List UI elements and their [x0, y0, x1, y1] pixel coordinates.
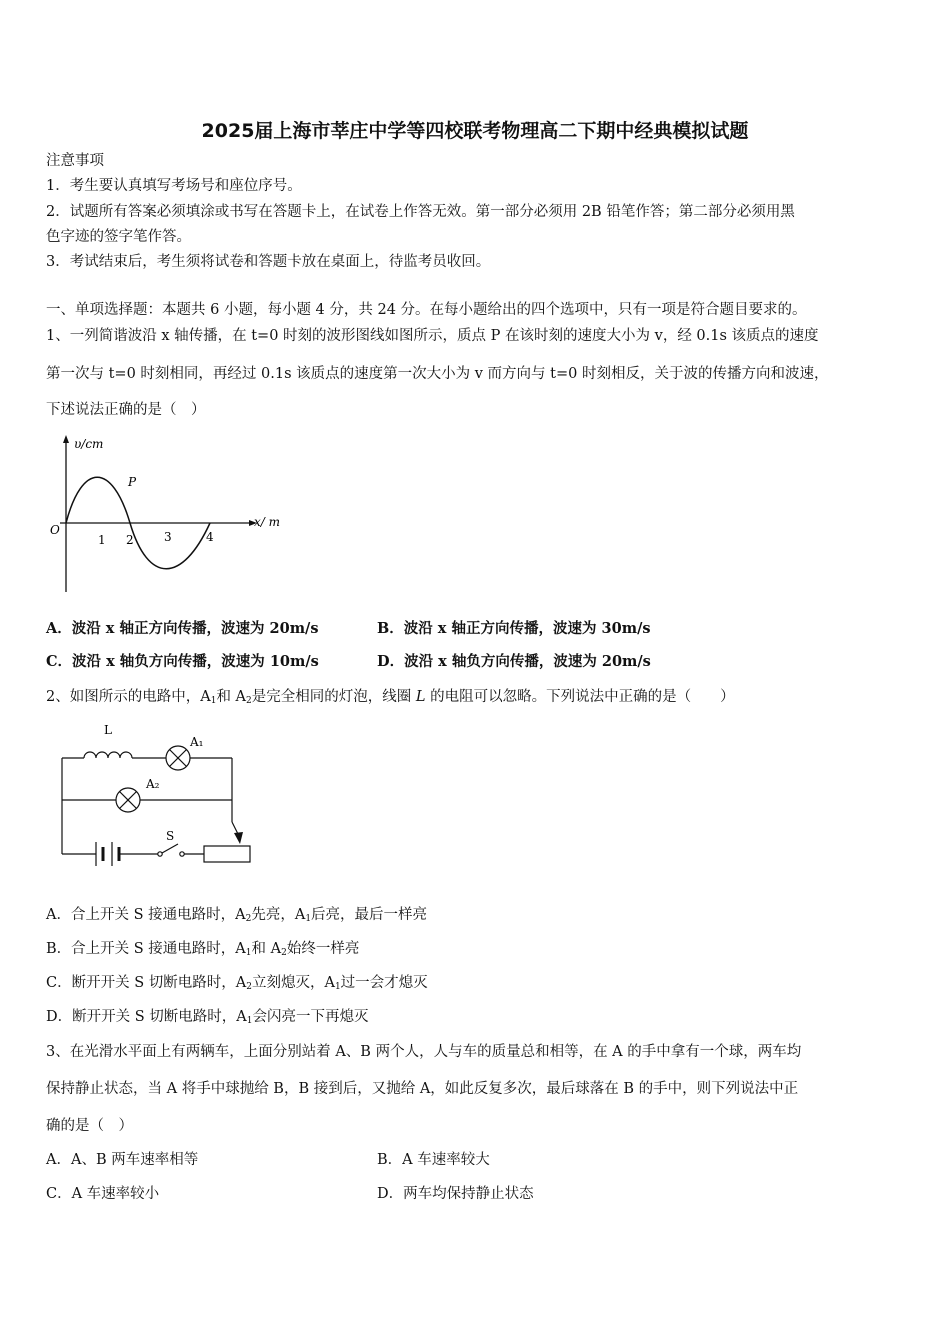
notice-item: 3．考试结束后，考生须将试卷和答题卡放在桌面上，待监考员收回。 — [46, 254, 491, 270]
tick-label: 4 — [206, 530, 214, 544]
q1-stem-line: 第一次与 t=0 时刻相同，再经过 0.1s 该质点的速度第一次大小为 v 而方向与 t=0 时刻相反，关于波的传播方向和波速， — [46, 366, 829, 382]
q2-option-b[interactable]: B．合上开关 S 接通电路时，$A_1$和 $A_2$始终一样亮 — [46, 941, 360, 958]
q3-stem-line: 确的是（ ） — [46, 1118, 133, 1134]
circuit-figure — [54, 716, 264, 876]
tick-label: 1 — [98, 533, 106, 547]
coil-label: L — [104, 723, 112, 737]
wave-figure — [46, 432, 286, 598]
slider-arrow — [234, 832, 243, 844]
q2-option-d[interactable]: D．断开开关 S 切断电路时，$A_1$会闪亮一下再熄灭 — [46, 1009, 369, 1026]
notice-item: 1．考生要认真填写考场号和座位序号。 — [46, 178, 302, 194]
q3-stem-line: 3、在光滑水平面上有两辆车，上面分别站着 A、B 两个人，人与车的质量总和相等，在 A 的手中拿有一个球，两车均 — [46, 1044, 802, 1060]
switch-contact — [180, 852, 184, 856]
q1-option-a[interactable]: A．波沿 x 轴正方向传播，波速为 20m/s — [46, 620, 319, 637]
switch-label: S — [166, 829, 175, 843]
lamp-a1-label: A₁ — [190, 735, 204, 749]
point-p-label: P — [128, 475, 137, 489]
q1-stem-line: 1、一列简谐波沿 x 轴传播，在 t=0 时刻的波形图线如图所示，质点 P 在该时刻的速度大小为 v，经 0.1s 该质点的速度 — [46, 328, 819, 344]
section-heading: 一、单项选择题：本题共 6 小题，每小题 4 分，共 24 分。在每小题给出的四个选项中，只有一项是符合题目要求的。 — [46, 302, 807, 318]
q1-option-d[interactable]: D．波沿 x 轴负方向传播，波速为 20m/s — [377, 653, 651, 670]
q3-option-b[interactable]: B．A 车速率较大 — [377, 1152, 490, 1168]
switch-blade — [162, 844, 178, 853]
q3-option-a[interactable]: A．A、B 两车速率相等 — [46, 1152, 199, 1168]
q3-option-c[interactable]: C．A 车速率较小 — [46, 1186, 160, 1202]
coil-L — [84, 752, 132, 758]
q3-stem-line: 保持静止状态，当 A 将手中球抛给 B，B 接到后，又抛给 A，如此反复多次，最后球落在 B 的手中，则下列说法中正 — [46, 1081, 799, 1097]
x-axis-label: x/ m — [254, 515, 281, 529]
y-axis-label: υ/cm — [74, 437, 104, 451]
q3-option-d[interactable]: D．两车均保持静止状态 — [377, 1186, 534, 1202]
origin-label: O — [50, 523, 60, 537]
q2-option-a[interactable]: A．合上开关 S 接通电路时，$A_2$先亮，$A_1$后亮，最后一样亮 — [46, 907, 428, 924]
tick-label: 3 — [164, 530, 172, 544]
y-axis-arrow — [63, 435, 69, 443]
notice-item: 色字迹的签字笔作答。 — [46, 229, 191, 245]
notice-heading: 注意事项 — [46, 153, 104, 169]
q2-option-c[interactable]: C．断开开关 S 切断电路时，$A_2$立刻熄灭，$A_1$过一会才熄灭 — [46, 975, 428, 992]
tick-label: 2 — [126, 533, 134, 547]
rheostat — [204, 846, 250, 862]
q2-stem: 2、如图所示的电路中，$A_1$和 $A_2$是完全相同的灯泡，线圈 L 的电阻可以忽略。下列说法中正确的是（ ） — [46, 689, 735, 706]
switch-contact — [158, 852, 162, 856]
page-title: 2025届上海市莘庄中学等四校联考物理高二下期中经典模拟试题 — [201, 120, 749, 142]
q1-option-b[interactable]: B．波沿 x 轴正方向传播，波速为 30m/s — [377, 620, 651, 637]
q1-stem-line: 下述说法正确的是（ ） — [46, 402, 206, 418]
q1-option-c[interactable]: C．波沿 x 轴负方向传播，波速为 10m/s — [46, 653, 319, 670]
notice-item: 2．试题所有答案必须填涂或书写在答题卡上，在试卷上作答无效。第一部分必须用 2B 铅笔作答；第二部分必须用黑 — [46, 204, 795, 220]
lamp-a2-label: A₂ — [146, 777, 160, 791]
